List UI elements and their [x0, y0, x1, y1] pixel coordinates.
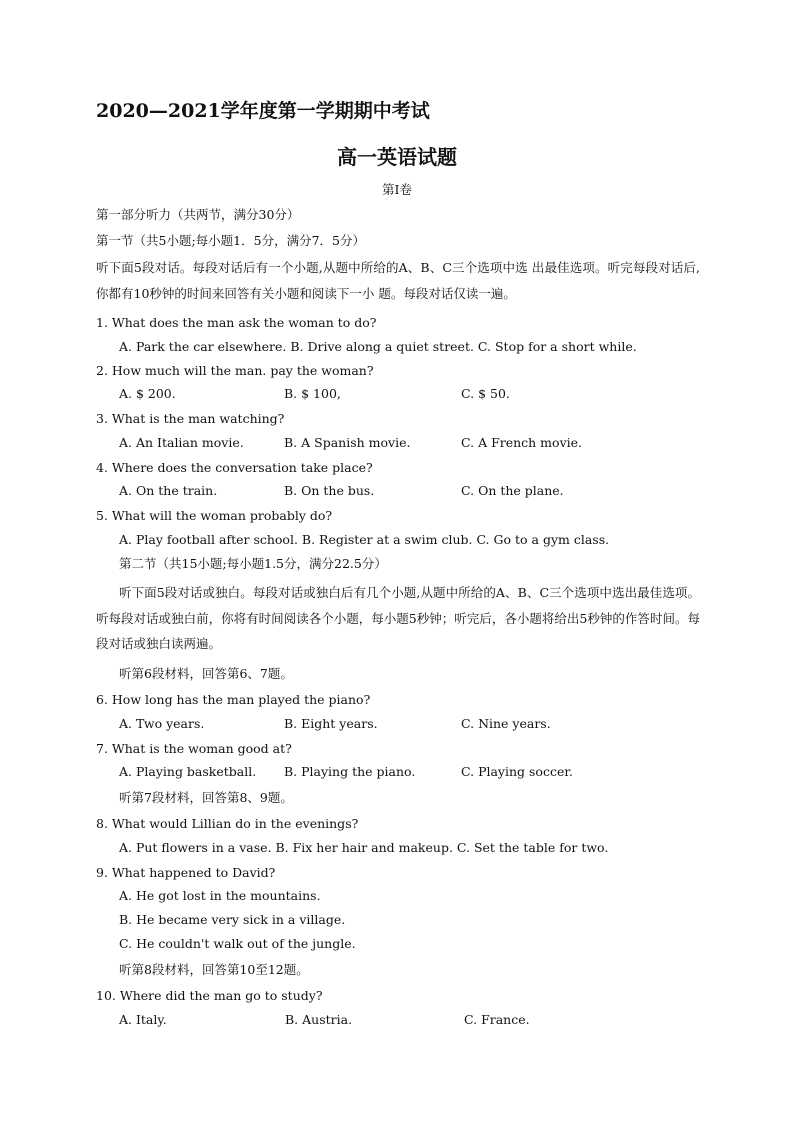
part1-heading: 第一部分听力（共两节，满分30分） — [96, 207, 300, 222]
question-4: 4. Where does the conversation take place? — [96, 460, 373, 475]
question-2-option-b: B. $ 100, — [284, 386, 341, 401]
exam-title: 2020—2021学年度第一学期期中考试 — [96, 100, 430, 122]
question-8: 8. What would Lillian do in the evenings? — [96, 816, 359, 831]
question-3-option-c: C. A French movie. — [461, 435, 582, 450]
question-7: 7. What is the woman good at? — [96, 741, 292, 756]
volume-label: 第Ⅰ卷 — [382, 182, 412, 197]
exam-subtitle: 高一英语试题 — [337, 145, 457, 169]
question-9-option-a: A. He got lost in the mountains. — [119, 888, 321, 903]
question-9-option-c: C. He couldn't walk out of the jungle. — [119, 936, 356, 951]
question-6-option-b: B. Eight years. — [284, 716, 378, 731]
question-3-option-b: B. A Spanish movie. — [284, 435, 411, 450]
material-8-note: 听第8段材料，回答第10至12题。 — [119, 962, 309, 977]
question-7-option-c: C. Playing soccer. — [461, 764, 573, 779]
material-7-note: 听第7段材料，回答第8、9题。 — [119, 790, 293, 805]
question-6: 6. How long has the man played the piano? — [96, 692, 371, 707]
question-3-option-a: A. An Italian movie. — [119, 435, 244, 450]
question-7-option-b: B. Playing the piano. — [284, 764, 416, 779]
question-2-option-a: A. $ 200. — [119, 386, 176, 401]
question-1-options: A. Park the car elsewhere. B. Drive along a quiet street. C. Stop for a short while. — [119, 339, 637, 354]
question-6-option-a: A. Two years. — [119, 716, 205, 731]
question-10-option-b: B. Austria. — [285, 1012, 353, 1027]
section2-heading: 第二节（共15小题;每小题1.5分，满分22.5分） — [119, 556, 387, 571]
question-8-options: A. Put flowers in a vase. B. Fix her hair and makeup. C. Set the table for two. — [119, 840, 609, 855]
question-5-options: A. Play football after school. B. Register at a swim club. C. Go to a gym class. — [119, 532, 610, 547]
question-2-option-c: C. $ 50. — [461, 386, 510, 401]
question-5: 5. What will the woman probably do? — [96, 508, 333, 523]
question-1: 1. What does the man ask the woman to do? — [96, 315, 377, 330]
material-6-note: 听第6段材料，回答第6、7题。 — [119, 666, 293, 681]
question-10-option-c: C. France. — [464, 1012, 530, 1027]
question-7-option-a: A. Playing basketball. — [119, 764, 257, 779]
section1-heading: 第一节（共5小题;每小题1．5分，满分7．5分） — [96, 233, 365, 248]
section2-instructions: 听下面5段对话或独白。每段对话或独白后有几个小题,从题中所给的A、B、C三个选项中选出最佳选项。听每段对话或独白前，你将有时间阅读各个小题，每小题5秒钟；听完后，各小题将给出5秒钟的作答时间。每段对话或独白读两遍。 — [96, 585, 700, 651]
question-9-option-b: B. He became very sick in a village. — [119, 912, 346, 927]
question-10-option-a: A. Italy. — [119, 1012, 167, 1027]
question-9: 9. What happened to David? — [96, 865, 276, 880]
question-4-option-c: C. On the plane. — [461, 483, 564, 498]
question-6-option-c: C. Nine years. — [461, 716, 551, 731]
question-2: 2. How much will the man. pay the woman? — [96, 363, 374, 378]
section1-instructions: 听下面5段对话。每段对话后有一个小题,从题中所给的A、B、C三个选项中选 出最佳选项。听完每段对话后,你都有10秒钟的时间来回答有关小题和阅读下一小 题。每段对话仅读一遍。 — [96, 260, 700, 301]
question-4-option-a: A. On the train. — [119, 483, 218, 498]
question-10: 10. Where did the man go to study? — [96, 988, 323, 1003]
question-3: 3. What is the man watching? — [96, 411, 285, 426]
question-4-option-b: B. On the bus. — [284, 483, 375, 498]
